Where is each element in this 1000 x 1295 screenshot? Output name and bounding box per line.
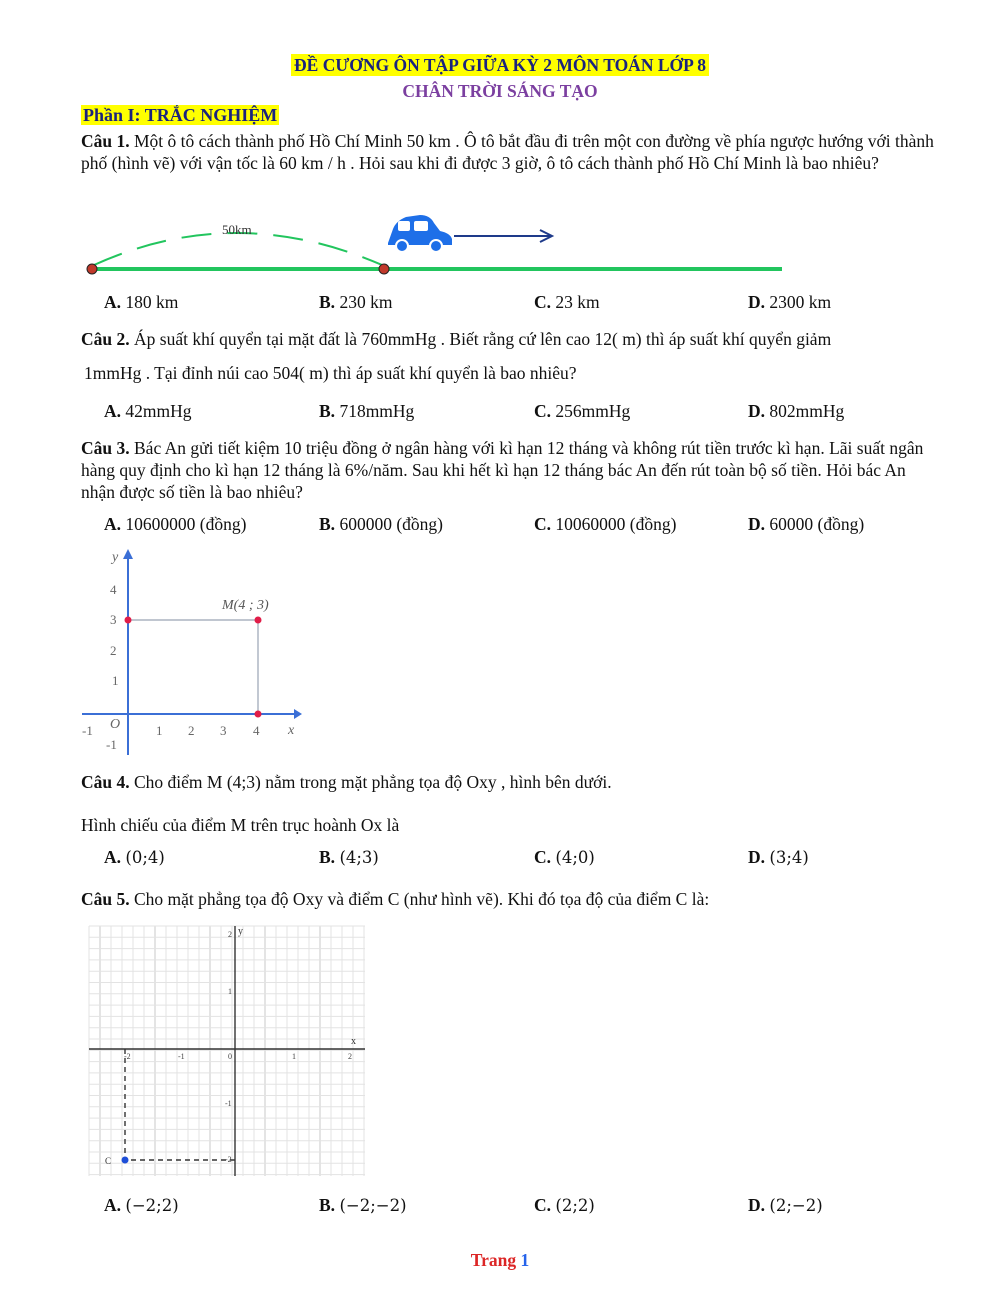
- option-b[interactable]: B. (−2;−2): [319, 1195, 407, 1215]
- city-point: [87, 264, 97, 274]
- point-m-label: M(4 ; 3): [222, 598, 269, 613]
- option-c[interactable]: C. (2;2): [534, 1195, 595, 1215]
- question-1-label: Câu 1.: [81, 131, 130, 151]
- y-axis-label: y: [112, 550, 119, 565]
- x-tick-label: 3: [220, 723, 227, 738]
- x-tick-label: 2: [348, 1052, 352, 1061]
- page-footer: [0, 1250, 1000, 1271]
- option-b[interactable]: B. 600000 (đồng): [319, 514, 443, 534]
- footer-page-number: 1: [520, 1250, 530, 1270]
- question-2-options: [104, 401, 964, 427]
- car-start-point: [379, 264, 389, 274]
- section-heading: Phần I: TRẮC NGHIỆM: [83, 105, 278, 125]
- question-4-line2: Hình chiếu của điểm M trên trục hoành Ox là: [81, 815, 400, 835]
- question-1-figure: [80, 203, 790, 283]
- question-4-text: Cho điểm M (4;3) nằm trong mặt phẳng tọa độ Oxy , hình bên dưới.: [129, 772, 612, 792]
- option-c[interactable]: C. (4;0): [534, 847, 595, 867]
- x-tick-label: -1: [178, 1052, 185, 1061]
- y-tick-label: -1: [106, 737, 117, 752]
- point-m-projection-x: [255, 711, 262, 718]
- option-b[interactable]: B. (4;3): [319, 847, 379, 867]
- x-tick-label: 1: [292, 1052, 296, 1061]
- question-1: [81, 130, 941, 174]
- option-d[interactable]: D. 802mmHg: [748, 401, 845, 421]
- point-c-label: C: [105, 1156, 112, 1166]
- option-a[interactable]: A. 180 km: [104, 292, 179, 312]
- question-4-label: Câu 4.: [81, 772, 130, 792]
- origin-label: O: [110, 717, 121, 732]
- option-b[interactable]: B. 230 km: [319, 292, 393, 312]
- option-d[interactable]: D. 2300 km: [748, 292, 832, 312]
- point-m: [255, 617, 262, 624]
- projection-lines: [128, 620, 258, 714]
- option-a[interactable]: A. 42mmHg: [104, 401, 192, 421]
- question-3-text: Bác An gửi tiết kiệm 10 triệu đồng ở ngân hàng với kì hạn 12 tháng và không rút tiền trước kì hạn. Lãi suất ngân hàng quy định cho kì hạn 12 tháng là 6%/năm. Sau khi hết kì hạn 12 tháng bác An đến rút toàn bộ số tiền. Hỏi bác An nhận được số tiền là bao nhiêu?: [81, 438, 924, 502]
- x-axis-label: x: [351, 1036, 356, 1047]
- option-c[interactable]: C. 10060000 (đồng): [534, 514, 677, 534]
- x-tick-label: 1: [156, 723, 163, 738]
- question-5: [81, 888, 941, 910]
- question-4-options: [104, 847, 964, 873]
- x-tick-label: 4: [253, 723, 260, 738]
- question-2-label: Câu 2.: [81, 329, 130, 349]
- question-5-label: Câu 5.: [81, 889, 130, 909]
- option-a[interactable]: A. (−2;2): [104, 1195, 179, 1215]
- document-title: ĐỀ CƯƠNG ÔN TẬP GIỮA KỲ 2 MÔN TOÁN LỚP 8: [0, 55, 1000, 76]
- y-axis-arrow-icon: [123, 549, 133, 559]
- x-tick-label: -1: [82, 723, 93, 738]
- y-tick-label: 2: [110, 643, 117, 658]
- option-d[interactable]: D. (2;−2): [748, 1195, 823, 1215]
- point-m-projection-y: [125, 617, 132, 624]
- question-2-line2: 1mmHg . Tại đỉnh núi cao 504( m) thì áp suất khí quyển là bao nhiêu?: [84, 363, 577, 383]
- question-4: [81, 771, 941, 793]
- x-tick-label: 0: [228, 1052, 232, 1061]
- question-5-text: Cho mặt phẳng tọa độ Oxy và điểm C (như hình vẽ). Khi đó tọa độ của điểm C là:: [129, 889, 710, 909]
- y-tick-label: -2: [225, 1155, 232, 1164]
- projection-lines: [125, 1049, 235, 1160]
- car-icon: [388, 215, 452, 252]
- y-tick-label: 2: [228, 930, 232, 939]
- distance-label: 50km: [222, 222, 252, 237]
- document-subtitle: CHÂN TRỜI SÁNG TẠO: [402, 81, 598, 101]
- question-4-figure: [80, 543, 305, 758]
- question-5-options: [104, 1195, 964, 1221]
- y-tick-label: 1: [228, 987, 232, 996]
- option-a[interactable]: A. (0;4): [104, 847, 165, 867]
- question-1-options: [104, 292, 964, 318]
- question-1-text: Một ô tô cách thành phố Hồ Chí Minh 50 km . Ô tô bắt đầu đi trên một con đường về phía ngược hướng với thành phố (hình vẽ) với vận tốc là 60 km / h . Hỏi sau khi đi được 3 giờ, ô tô cách thành phố Hồ Chí Minh là bao nhiêu?: [81, 131, 934, 173]
- question-2: [81, 328, 941, 350]
- option-a[interactable]: A. 10600000 (đồng): [104, 514, 247, 534]
- question-3-options: [104, 514, 964, 540]
- grid-lines: [89, 926, 365, 1176]
- y-tick-label: 3: [110, 612, 117, 627]
- y-tick-label: 4: [110, 582, 117, 597]
- y-tick-label: 1: [112, 673, 119, 688]
- option-c[interactable]: C. 23 km: [534, 292, 600, 312]
- x-axis-label: x: [288, 723, 295, 738]
- y-tick-label: -1: [225, 1099, 232, 1108]
- question-3: [81, 437, 941, 503]
- x-axis-arrow-icon: [294, 709, 302, 719]
- x-tick-label: -2: [124, 1052, 131, 1061]
- point-c: [122, 1157, 129, 1164]
- option-b[interactable]: B. 718mmHg: [319, 401, 415, 421]
- footer-word: Trang: [470, 1250, 517, 1270]
- distance-arc: [94, 233, 382, 265]
- option-d[interactable]: D. (3;4): [748, 847, 809, 867]
- question-3-label: Câu 3.: [81, 438, 130, 458]
- y-axis-label: y: [238, 926, 243, 937]
- question-2-text-line1: Áp suất khí quyển tại mặt đất là 760mmHg . Biết rằng cứ lên cao 12( m) thì áp suất khí quyển giảm: [129, 329, 832, 349]
- option-d[interactable]: D. 60000 (đồng): [748, 514, 865, 534]
- question-5-figure: [85, 922, 370, 1182]
- option-c[interactable]: C. 256mmHg: [534, 401, 631, 421]
- x-tick-label: 2: [188, 723, 195, 738]
